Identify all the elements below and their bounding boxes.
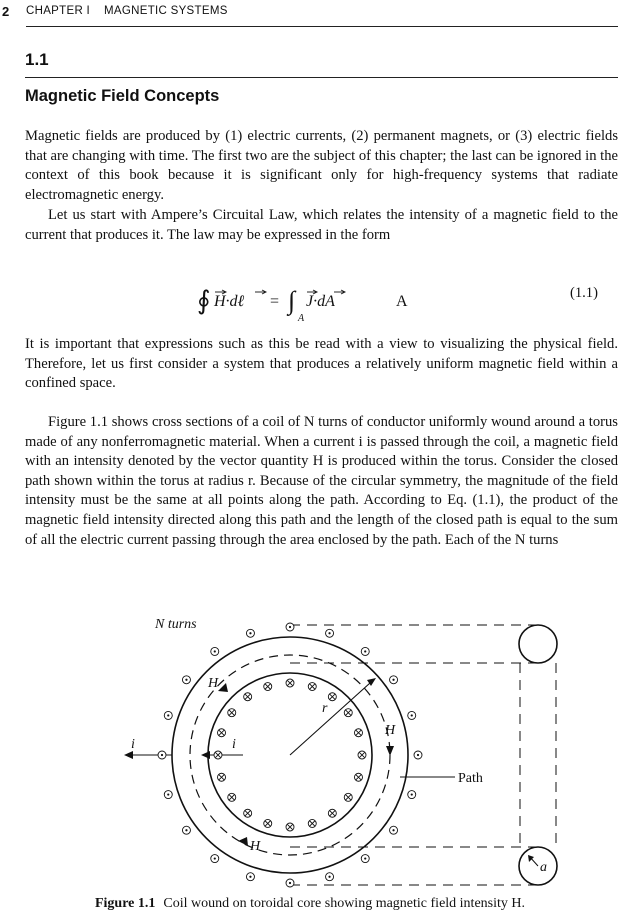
conductor-dot-icon <box>392 679 394 681</box>
paragraph-1: Magnetic fields are produced by (1) electric currents, (2) permanent magnets, or (3) electric fields that are changing with time. The first two are the subject of this chapter; the last can be ignored in the context of this book because it is significant only for high-frequency systems that radiate electromagnetic energy. <box>25 128 618 203</box>
paragraph-2: Let us start with Ampere’s Circuital Law, which relates the intensity of a magnetic field to the current that produces it. The law may be expressed in the form <box>25 207 618 243</box>
paragraph-3: It is important that expressions such as this be read with a view to visualizing the physical field. Therefore, let us first consider a system that produces a relatively uniform magnetic field within a confined space. <box>25 336 618 392</box>
conductor-dot-icon <box>364 650 366 652</box>
eq-equals: = <box>270 293 280 310</box>
current-out-label: i <box>131 737 135 752</box>
caption-text: Coil wound on toroidal core showing magnetic field intensity H. <box>163 896 525 911</box>
conductor-dot-icon <box>289 882 291 884</box>
current-in-arrowhead <box>201 751 210 759</box>
eq-rhs: J·dA <box>306 293 335 310</box>
conductor-dot-icon <box>289 626 291 628</box>
page-number: 2 <box>2 4 10 19</box>
h-label-right: H <box>385 723 396 738</box>
h-label-top: H <box>208 676 219 691</box>
eq-subscript: A <box>298 313 305 324</box>
current-out-arrowhead <box>124 751 133 759</box>
h-arrow-bottom <box>238 837 248 846</box>
figure-caption <box>0 896 620 912</box>
integral-sign: ∫ <box>288 286 296 315</box>
chapter-title: MAGNETIC SYSTEMS <box>104 5 228 17</box>
running-head <box>0 4 620 20</box>
caption-label: Figure 1.1 <box>94 896 156 911</box>
conductor-dot-icon <box>328 876 330 878</box>
eq-lhs: H·dℓ <box>214 293 245 310</box>
conductor-dot-icon <box>214 650 216 652</box>
conductor-dot-icon <box>328 632 330 634</box>
conductor-dot-icon <box>185 829 187 831</box>
conductor-dot-icon <box>364 857 366 859</box>
chapter-number: CHAPTER I <box>26 5 91 17</box>
chapter-label <box>26 5 228 17</box>
section-title: Magnetic Field Concepts <box>25 87 220 105</box>
conductor-dot-icon <box>392 829 394 831</box>
conductor-dot-icon <box>185 679 187 681</box>
equation-1-1 <box>0 285 620 325</box>
conductor-dot-icon <box>249 876 251 878</box>
conductor-dot-icon <box>249 632 251 634</box>
paragraph-4: Figure 1.1 shows cross sections of a coil of N turns of conductor uniformly wound around a torus made of any nonferromagnetic material. When a current i is passed through the coil, a magnetic field with an intensity denoted by the vector quantity H is produced within the torus. Consider the closed path shown within the torus at radius r. Because of the circular symmetry, the magnitude of the field intensity must be the same at all points along the path. According to Eq. (1.1), the product of the magnetic field intensity directed along this path and the length of the closed path is equal to the sum of all the electric current passing through the area enclosed by the path. Each of the N turns <box>25 414 618 548</box>
h-label-bottom: H <box>250 839 261 854</box>
conductor-dot-icon <box>214 857 216 859</box>
conductor-dot-icon <box>167 793 169 795</box>
eq-unit: A <box>396 293 408 310</box>
radius-label: r <box>322 701 328 716</box>
contour-integral-sign: ∮ <box>197 286 211 315</box>
current-in-label: i <box>232 737 236 752</box>
cross-section-top <box>519 625 557 663</box>
conductor-dot-icon <box>411 714 413 716</box>
n-turns-label: N turns <box>155 617 197 632</box>
section-number: 1.1 <box>25 50 49 69</box>
figure-1-1 <box>0 600 620 890</box>
header-rule <box>26 26 618 27</box>
conductor-dot-icon <box>161 754 163 756</box>
h-arrow-right <box>386 746 394 756</box>
conductor-dot-icon <box>417 754 419 756</box>
path-label: Path <box>458 771 483 786</box>
section-radius-label: a <box>540 860 547 875</box>
equation-number: (1.1) <box>570 285 598 301</box>
conductor-dot-icon <box>167 714 169 716</box>
conductor-dot-icon <box>411 793 413 795</box>
section-rule <box>25 77 618 78</box>
